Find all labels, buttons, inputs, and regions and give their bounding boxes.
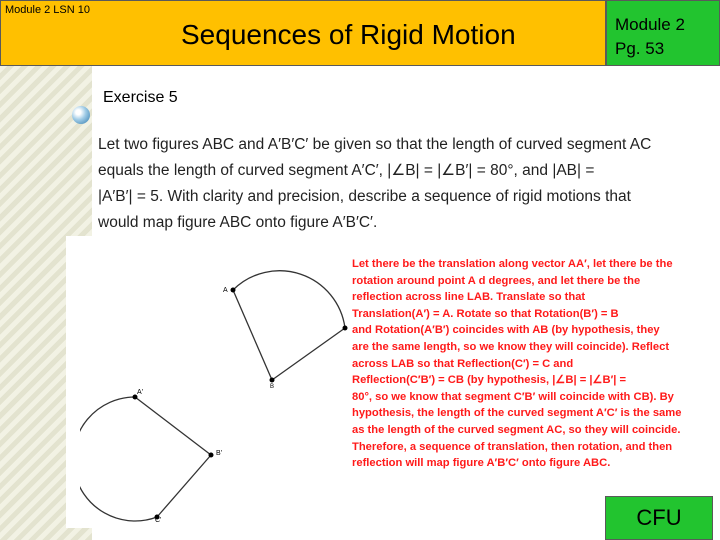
problem-line: would map figure ABC onto figure A′B′C′. bbox=[98, 214, 378, 231]
answer-line: across LAB so that Reflection(C′) = C and bbox=[352, 357, 574, 370]
exercise-heading: Exercise 5 bbox=[103, 89, 178, 106]
figures-diagram bbox=[80, 240, 370, 530]
answer-line: reflection will map figure A′B′C′ onto figure ABC. bbox=[352, 457, 611, 470]
problem-line: Let two figures ABC and A′B′C′ be given so that the length of curved segment AC bbox=[98, 136, 652, 153]
problem-line: equals the length of curved segment A′C′, |∠B| = |∠B′| = 80°, and |AB| = bbox=[98, 162, 595, 179]
problem-statement bbox=[98, 132, 698, 236]
answer-line: Therefore, a sequence of translation, then rotation, and then bbox=[352, 440, 673, 453]
point-b bbox=[270, 378, 275, 383]
page-ref-module: Module 2 bbox=[615, 15, 685, 34]
answer-line: as the length of the curved segment AC, so they will coincide. bbox=[352, 423, 681, 436]
answer-line: hypothesis, the length of the curved segment A′C′ is the same bbox=[352, 407, 682, 420]
answer-line: and Rotation(A′B′) coincides with AB (by hypothesis, they bbox=[352, 324, 660, 337]
answer-line: Reflection(C′B′) = CB (by hypothesis, |∠B| = |∠B′| = bbox=[352, 374, 627, 387]
answer-line: rotation around point A d degrees, and let there be the bbox=[352, 274, 641, 287]
answer-line: 80°, so we know that segment C′B′ will coincide with CB). By bbox=[352, 390, 674, 403]
answer-line: Translation(A′) = A. Rotate so that Rotation(B′) = B bbox=[352, 307, 619, 320]
label-c-prime: C' bbox=[155, 517, 162, 524]
page-reference-box bbox=[606, 0, 720, 66]
label-a: A bbox=[223, 287, 228, 294]
point-b-prime bbox=[209, 453, 214, 458]
answer-line: Let there be the translation along vector AA′, let there be the bbox=[352, 258, 673, 270]
label-b: B bbox=[270, 384, 275, 390]
label-b-prime: B' bbox=[216, 450, 223, 457]
segment-b-prime-c-prime bbox=[157, 455, 211, 517]
title-banner bbox=[0, 0, 606, 66]
lesson-label: Module 2 LSN 10 bbox=[5, 4, 90, 16]
cfu-button[interactable]: CFU bbox=[605, 496, 713, 540]
curve-ac bbox=[233, 271, 345, 328]
label-a-prime: A' bbox=[137, 389, 144, 396]
segment-a-prime-b-prime bbox=[135, 397, 211, 455]
page-title: Sequences of Rigid Motion bbox=[181, 19, 516, 50]
answer-line: reflection across line LAB. Translate so that bbox=[352, 291, 586, 304]
segment-bc bbox=[272, 328, 345, 380]
point-a bbox=[231, 288, 236, 293]
segment-ab bbox=[233, 290, 272, 380]
point-c bbox=[343, 326, 348, 331]
answer-line: are the same length, so we know they will coincide). Reflect bbox=[352, 340, 670, 353]
curve-a-prime-c-prime bbox=[80, 397, 157, 521]
sphere-bullet-icon bbox=[72, 106, 90, 124]
answer-text bbox=[352, 256, 714, 472]
page-ref-page: Pg. 53 bbox=[615, 39, 665, 58]
problem-line: |A′B′| = 5. With clarity and precision, describe a sequence of rigid motions that bbox=[98, 188, 631, 205]
